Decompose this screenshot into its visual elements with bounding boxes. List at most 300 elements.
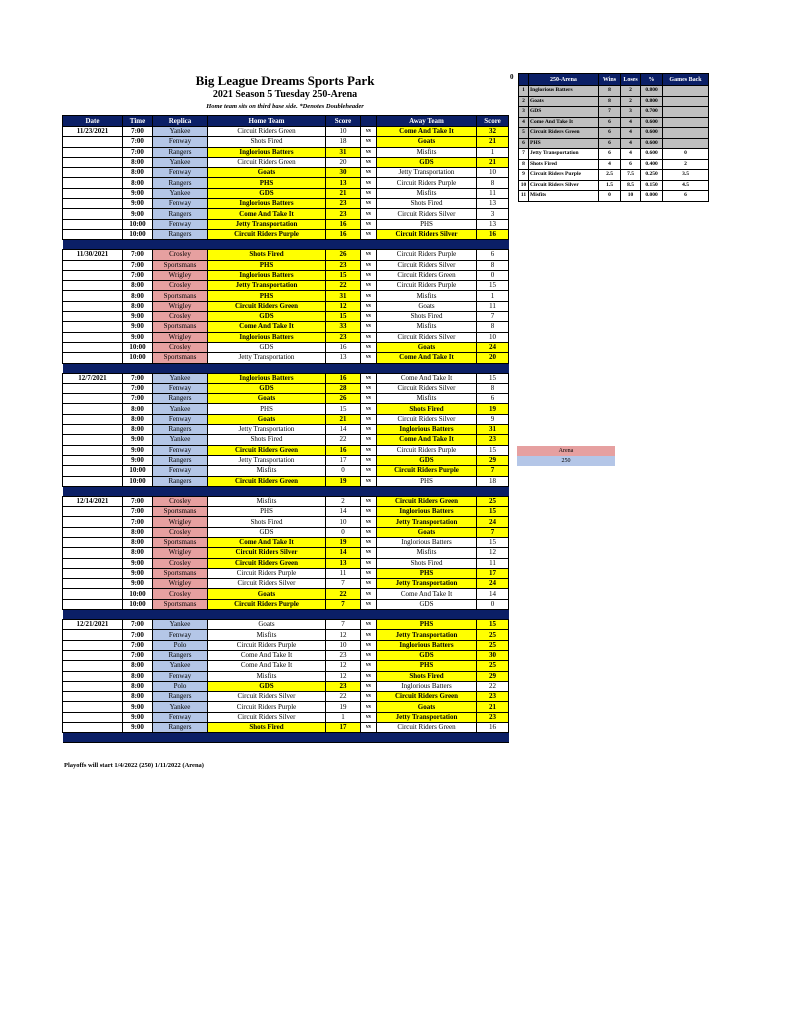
away-team: PHS bbox=[377, 219, 477, 229]
team-pct: 0.000 bbox=[641, 191, 663, 202]
game-time: 9:00 bbox=[123, 199, 153, 209]
game-time: 10:00 bbox=[123, 476, 153, 486]
game-date bbox=[63, 394, 123, 404]
away-team: Jetty Transportation bbox=[377, 168, 477, 178]
home-team: Inglorious Batters bbox=[208, 332, 326, 342]
field-replica: Rangers bbox=[153, 425, 208, 435]
game-time: 9:00 bbox=[123, 579, 153, 589]
game-time: 8:00 bbox=[123, 404, 153, 414]
game-date bbox=[63, 558, 123, 568]
home-score: 31 bbox=[326, 291, 361, 301]
game-time: 7:00 bbox=[123, 496, 153, 506]
schedule-header-row bbox=[63, 116, 509, 127]
team-rank: 7 bbox=[519, 149, 529, 160]
home-score: 31 bbox=[326, 147, 361, 157]
field-replica: Sportsmans bbox=[153, 322, 208, 332]
home-team: Circuit Riders Purple bbox=[208, 702, 326, 712]
home-score: 15 bbox=[326, 404, 361, 414]
separator-cell bbox=[63, 486, 509, 496]
game-date bbox=[63, 414, 123, 424]
team-games-back bbox=[663, 107, 709, 118]
team-games-back bbox=[663, 128, 709, 139]
home-score: 23 bbox=[326, 260, 361, 270]
week-separator bbox=[63, 363, 509, 373]
away-score: 29 bbox=[477, 671, 509, 681]
schedule-body bbox=[63, 127, 509, 743]
standings-body bbox=[519, 86, 709, 202]
home-score: 18 bbox=[326, 137, 361, 147]
home-team: Circuit Riders Silver bbox=[208, 692, 326, 702]
vs-label: vs bbox=[361, 630, 377, 640]
standings-row bbox=[519, 86, 709, 97]
home-team: GDS bbox=[208, 312, 326, 322]
table-row bbox=[63, 537, 509, 547]
field-replica: Sportsmans bbox=[153, 599, 208, 609]
home-team: Come And Take It bbox=[208, 537, 326, 547]
table-row bbox=[63, 281, 509, 291]
away-score: 6 bbox=[477, 250, 509, 260]
season-subtitle: 2021 Season 5 Tuesday 250-Arena bbox=[212, 89, 358, 100]
col-games-back: Games Back bbox=[663, 74, 709, 86]
field-replica: Yankee bbox=[153, 188, 208, 198]
home-team: Come And Take It bbox=[208, 661, 326, 671]
table-row bbox=[63, 661, 509, 671]
team-name: Jetty Transportation bbox=[529, 149, 599, 160]
home-score: 21 bbox=[326, 414, 361, 424]
home-score: 1 bbox=[326, 712, 361, 722]
game-date bbox=[63, 178, 123, 188]
vs-label: vs bbox=[361, 394, 377, 404]
team-name: Circuit Riders Silver bbox=[529, 180, 599, 191]
team-rank: 8 bbox=[519, 159, 529, 170]
standings-row bbox=[519, 180, 709, 191]
home-score: 22 bbox=[326, 692, 361, 702]
table-row bbox=[63, 702, 509, 712]
away-team: Goats bbox=[377, 301, 477, 311]
game-date: 12/21/2021 bbox=[63, 620, 123, 630]
home-team: Inglorious Batters bbox=[208, 373, 326, 383]
team-loses: 4 bbox=[621, 149, 641, 160]
away-team: Circuit Riders Silver bbox=[377, 332, 477, 342]
field-replica: Fenway bbox=[153, 383, 208, 393]
away-score: 15 bbox=[477, 373, 509, 383]
field-replica: Polo bbox=[153, 681, 208, 691]
game-time: 8:00 bbox=[123, 671, 153, 681]
table-row bbox=[63, 322, 509, 332]
field-replica: Rangers bbox=[153, 723, 208, 733]
field-replica: Wrigley bbox=[153, 548, 208, 558]
game-time: 7:00 bbox=[123, 373, 153, 383]
team-loses: 7.5 bbox=[621, 170, 641, 181]
away-team: Goats bbox=[377, 137, 477, 147]
field-replica: Fenway bbox=[153, 168, 208, 178]
home-team: Goats bbox=[208, 414, 326, 424]
away-score: 13 bbox=[477, 199, 509, 209]
away-team: Misfits bbox=[377, 394, 477, 404]
team-wins: 8 bbox=[599, 96, 621, 107]
team-wins: 1.5 bbox=[599, 180, 621, 191]
home-score: 0 bbox=[326, 527, 361, 537]
table-row bbox=[63, 599, 509, 609]
field-replica: Rangers bbox=[153, 394, 208, 404]
game-date bbox=[63, 466, 123, 476]
home-score: 12 bbox=[326, 301, 361, 311]
team-wins: 0 bbox=[599, 191, 621, 202]
field-replica: Fenway bbox=[153, 219, 208, 229]
team-games-back bbox=[663, 138, 709, 149]
game-time: 8:00 bbox=[123, 681, 153, 691]
away-score: 19 bbox=[477, 404, 509, 414]
field-replica: Wrigley bbox=[153, 332, 208, 342]
team-wins: 6 bbox=[599, 138, 621, 149]
table-row bbox=[63, 137, 509, 147]
game-time: 8:00 bbox=[123, 291, 153, 301]
game-date bbox=[63, 640, 123, 650]
field-replica: Rangers bbox=[153, 692, 208, 702]
game-date bbox=[63, 322, 123, 332]
game-time: 7:00 bbox=[123, 507, 153, 517]
vs-label: vs bbox=[361, 702, 377, 712]
away-score: 25 bbox=[477, 630, 509, 640]
table-row bbox=[63, 373, 509, 383]
col-rank bbox=[519, 74, 529, 86]
field-replica: Crosley bbox=[153, 527, 208, 537]
home-score: 13 bbox=[326, 558, 361, 568]
table-row bbox=[63, 414, 509, 424]
away-team: Misfits bbox=[377, 291, 477, 301]
home-team: Shots Fired bbox=[208, 435, 326, 445]
home-score: 30 bbox=[326, 168, 361, 178]
vs-label: vs bbox=[361, 404, 377, 414]
game-date bbox=[63, 661, 123, 671]
home-team: PHS bbox=[208, 291, 326, 301]
home-team: Inglorious Batters bbox=[208, 147, 326, 157]
game-date bbox=[63, 630, 123, 640]
away-score: 25 bbox=[477, 640, 509, 650]
team-loses: 2 bbox=[621, 96, 641, 107]
home-team: Circuit Riders Purple bbox=[208, 640, 326, 650]
home-team: GDS bbox=[208, 188, 326, 198]
game-date bbox=[63, 599, 123, 609]
game-time: 9:00 bbox=[123, 712, 153, 722]
game-date bbox=[63, 435, 123, 445]
field-replica: Sportsmans bbox=[153, 507, 208, 517]
week-separator bbox=[63, 240, 509, 250]
game-time: 8:00 bbox=[123, 157, 153, 167]
away-team: Come And Take It bbox=[377, 353, 477, 363]
team-games-back bbox=[663, 96, 709, 107]
away-score: 8 bbox=[477, 178, 509, 188]
vs-label: vs bbox=[361, 199, 377, 209]
team-name: Misfits bbox=[529, 191, 599, 202]
home-score: 16 bbox=[326, 219, 361, 229]
game-date bbox=[63, 425, 123, 435]
team-rank: 3 bbox=[519, 107, 529, 118]
team-pct: 0.600 bbox=[641, 128, 663, 139]
field-replica: Fenway bbox=[153, 630, 208, 640]
game-date bbox=[63, 507, 123, 517]
team-name: Come And Take It bbox=[529, 117, 599, 128]
field-replica: Fenway bbox=[153, 712, 208, 722]
home-team: PHS bbox=[208, 404, 326, 414]
team-wins: 8 bbox=[599, 86, 621, 97]
home-score: 7 bbox=[326, 579, 361, 589]
game-time: 10:00 bbox=[123, 589, 153, 599]
table-row bbox=[63, 157, 509, 167]
away-score: 11 bbox=[477, 301, 509, 311]
field-replica: Yankee bbox=[153, 404, 208, 414]
game-date: 11/30/2021 bbox=[63, 250, 123, 260]
away-team: Shots Fired bbox=[377, 312, 477, 322]
game-date: 12/7/2021 bbox=[63, 373, 123, 383]
vs-label: vs bbox=[361, 157, 377, 167]
game-date bbox=[63, 476, 123, 486]
away-score: 13 bbox=[477, 219, 509, 229]
col-home-score: Score bbox=[326, 116, 361, 127]
home-team: Circuit Riders Purple bbox=[208, 568, 326, 578]
field-replica: Wrigley bbox=[153, 579, 208, 589]
vs-label: vs bbox=[361, 229, 377, 239]
game-date bbox=[63, 219, 123, 229]
vs-label: vs bbox=[361, 661, 377, 671]
home-team: GDS bbox=[208, 383, 326, 393]
home-team: Come And Take It bbox=[208, 650, 326, 660]
away-score: 1 bbox=[477, 291, 509, 301]
vs-label: vs bbox=[361, 281, 377, 291]
game-time: 7:00 bbox=[123, 640, 153, 650]
table-row bbox=[63, 270, 509, 280]
home-score: 23 bbox=[326, 650, 361, 660]
vs-label: vs bbox=[361, 650, 377, 660]
vs-label: vs bbox=[361, 599, 377, 609]
home-score: 13 bbox=[326, 178, 361, 188]
away-team: Inglorious Batters bbox=[377, 640, 477, 650]
vs-label: vs bbox=[361, 712, 377, 722]
game-date bbox=[63, 301, 123, 311]
vs-label: vs bbox=[361, 260, 377, 270]
home-team: PHS bbox=[208, 260, 326, 270]
legend-250: 250 bbox=[517, 456, 615, 466]
game-date bbox=[63, 188, 123, 198]
table-row bbox=[63, 127, 509, 137]
game-date bbox=[63, 681, 123, 691]
week-separator bbox=[63, 486, 509, 496]
vs-label: vs bbox=[361, 507, 377, 517]
home-score: 23 bbox=[326, 199, 361, 209]
team-games-back: 3.5 bbox=[663, 170, 709, 181]
away-team: PHS bbox=[377, 568, 477, 578]
vs-label: vs bbox=[361, 640, 377, 650]
away-team: Inglorious Batters bbox=[377, 681, 477, 691]
team-pct: 0.600 bbox=[641, 117, 663, 128]
away-team: Circuit Riders Silver bbox=[377, 414, 477, 424]
home-team: Goats bbox=[208, 589, 326, 599]
standings-row bbox=[519, 128, 709, 139]
away-team: Circuit Riders Green bbox=[377, 270, 477, 280]
home-score: 14 bbox=[326, 507, 361, 517]
vs-label: vs bbox=[361, 466, 377, 476]
vs-label: vs bbox=[361, 671, 377, 681]
team-name: Circuit Riders Purple bbox=[529, 170, 599, 181]
away-score: 24 bbox=[477, 517, 509, 527]
away-score: 25 bbox=[477, 661, 509, 671]
team-rank: 6 bbox=[519, 138, 529, 149]
away-score: 30 bbox=[477, 650, 509, 660]
home-team: GDS bbox=[208, 527, 326, 537]
schedule-table bbox=[62, 115, 509, 743]
standings-row bbox=[519, 96, 709, 107]
game-date bbox=[63, 332, 123, 342]
team-loses: 4 bbox=[621, 138, 641, 149]
vs-label: vs bbox=[361, 579, 377, 589]
table-row bbox=[63, 496, 509, 506]
vs-label: vs bbox=[361, 301, 377, 311]
vs-label: vs bbox=[361, 332, 377, 342]
away-score: 21 bbox=[477, 702, 509, 712]
team-pct: 0.800 bbox=[641, 96, 663, 107]
game-date bbox=[63, 568, 123, 578]
table-row bbox=[63, 548, 509, 558]
game-time: 7:00 bbox=[123, 260, 153, 270]
home-team: Shots Fired bbox=[208, 250, 326, 260]
table-row bbox=[63, 620, 509, 630]
game-date bbox=[63, 281, 123, 291]
game-date bbox=[63, 270, 123, 280]
home-team: GDS bbox=[208, 342, 326, 352]
table-row bbox=[63, 476, 509, 486]
field-replica: Fenway bbox=[153, 466, 208, 476]
away-score: 7 bbox=[477, 527, 509, 537]
away-score: 15 bbox=[477, 537, 509, 547]
home-score: 16 bbox=[326, 373, 361, 383]
game-time: 8:00 bbox=[123, 527, 153, 537]
table-row bbox=[63, 568, 509, 578]
field-replica: Crosley bbox=[153, 312, 208, 322]
table-row bbox=[63, 291, 509, 301]
away-score: 3 bbox=[477, 209, 509, 219]
table-row bbox=[63, 589, 509, 599]
home-score: 33 bbox=[326, 322, 361, 332]
table-row bbox=[63, 260, 509, 270]
home-team: Circuit Riders Purple bbox=[208, 229, 326, 239]
team-name: Inglorious Batters bbox=[529, 86, 599, 97]
table-row bbox=[63, 692, 509, 702]
team-games-back bbox=[663, 117, 709, 128]
home-team: Jetty Transportation bbox=[208, 353, 326, 363]
away-team: Come And Take It bbox=[377, 127, 477, 137]
field-replica: Rangers bbox=[153, 209, 208, 219]
standings-row bbox=[519, 159, 709, 170]
game-date bbox=[63, 404, 123, 414]
separator-cell bbox=[63, 363, 509, 373]
vs-label: vs bbox=[361, 383, 377, 393]
standings-table bbox=[518, 73, 709, 202]
vs-label: vs bbox=[361, 188, 377, 198]
field-replica: Polo bbox=[153, 640, 208, 650]
table-row bbox=[63, 332, 509, 342]
home-score: 19 bbox=[326, 476, 361, 486]
away-score: 8 bbox=[477, 260, 509, 270]
game-time: 7:00 bbox=[123, 127, 153, 137]
away-team: PHS bbox=[377, 620, 477, 630]
home-team: Circuit Riders Silver bbox=[208, 548, 326, 558]
home-score: 17 bbox=[326, 723, 361, 733]
away-score: 29 bbox=[477, 455, 509, 465]
away-team: GDS bbox=[377, 157, 477, 167]
home-score: 12 bbox=[326, 671, 361, 681]
game-date bbox=[63, 291, 123, 301]
game-time: 10:00 bbox=[123, 353, 153, 363]
away-score: 32 bbox=[477, 127, 509, 137]
game-time: 10:00 bbox=[123, 599, 153, 609]
field-replica: Fenway bbox=[153, 199, 208, 209]
home-score: 16 bbox=[326, 445, 361, 455]
table-row bbox=[63, 188, 509, 198]
table-row bbox=[63, 650, 509, 660]
vs-label: vs bbox=[361, 723, 377, 733]
away-team: Come And Take It bbox=[377, 373, 477, 383]
team-loses: 4 bbox=[621, 128, 641, 139]
away-score: 14 bbox=[477, 589, 509, 599]
game-time: 9:00 bbox=[123, 723, 153, 733]
away-team: PHS bbox=[377, 661, 477, 671]
field-replica: Crosley bbox=[153, 342, 208, 352]
game-date bbox=[63, 671, 123, 681]
team-rank: 10 bbox=[519, 180, 529, 191]
table-row bbox=[63, 527, 509, 537]
away-score: 9 bbox=[477, 414, 509, 424]
away-team: PHS bbox=[377, 476, 477, 486]
vs-label: vs bbox=[361, 168, 377, 178]
home-score: 22 bbox=[326, 589, 361, 599]
home-team: Circuit Riders Green bbox=[208, 558, 326, 568]
away-team: Circuit Riders Green bbox=[377, 692, 477, 702]
game-time: 9:00 bbox=[123, 322, 153, 332]
away-score: 15 bbox=[477, 507, 509, 517]
field-replica: Fenway bbox=[153, 414, 208, 424]
away-team: Inglorious Batters bbox=[377, 537, 477, 547]
table-row bbox=[63, 394, 509, 404]
home-team: Inglorious Batters bbox=[208, 270, 326, 280]
team-loses: 3 bbox=[621, 107, 641, 118]
home-team: Come And Take It bbox=[208, 209, 326, 219]
game-time: 8:00 bbox=[123, 414, 153, 424]
away-team: Circuit Riders Purple bbox=[377, 445, 477, 455]
col-away-score: Score bbox=[477, 116, 509, 127]
table-row bbox=[63, 342, 509, 352]
field-replica: Crosley bbox=[153, 250, 208, 260]
away-score: 15 bbox=[477, 281, 509, 291]
home-team: Inglorious Batters bbox=[208, 199, 326, 209]
away-score: 23 bbox=[477, 712, 509, 722]
game-time: 8:00 bbox=[123, 425, 153, 435]
game-date bbox=[63, 445, 123, 455]
team-pct: 0.700 bbox=[641, 107, 663, 118]
table-row bbox=[63, 630, 509, 640]
game-time: 9:00 bbox=[123, 455, 153, 465]
game-date bbox=[63, 527, 123, 537]
game-date bbox=[63, 353, 123, 363]
legend-arena: Arena bbox=[517, 446, 615, 456]
away-score: 8 bbox=[477, 383, 509, 393]
game-date bbox=[63, 589, 123, 599]
home-team: Circuit Riders Green bbox=[208, 301, 326, 311]
game-time: 7:00 bbox=[123, 383, 153, 393]
game-time: 8:00 bbox=[123, 168, 153, 178]
away-team: Goats bbox=[377, 527, 477, 537]
separator-cell bbox=[63, 610, 509, 620]
standings-row bbox=[519, 191, 709, 202]
